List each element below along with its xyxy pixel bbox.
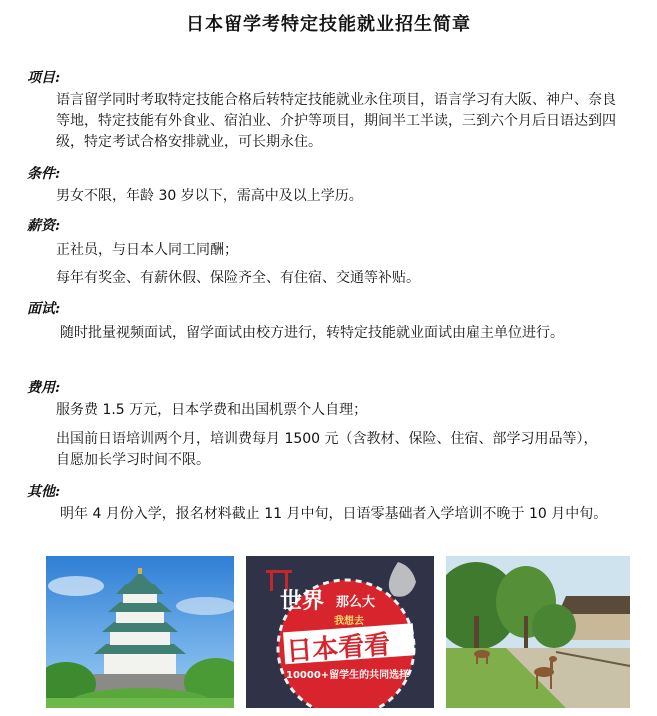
poster-line2: 我想去 xyxy=(334,616,364,627)
section-heading-project: 项目: xyxy=(27,70,61,86)
poster-line4: 10000+留学生的共同选择 xyxy=(286,670,410,681)
fees-text-2: 出国前日语培训两个月，培训费每月 1500 元（含教材、保险、住宿、部学习用品等），自愿加长学习时间不限。 xyxy=(56,431,598,468)
requirements-text: 男女不限，年龄 30 岁以下，需高中及以上学历。 xyxy=(56,188,363,204)
poster-line1-a: 世界 xyxy=(280,589,325,614)
section-heading-salary: 薪资: xyxy=(27,218,61,234)
section-heading-requirements: 条件: xyxy=(27,166,61,182)
project-text: 语言留学同时考取特定技能合格后转特定技能就业永住项目，语言学习有大阪、神户、奈良等地，特定技能有外食业、宿泊业、介护等项目，期间半工半读，三到六个月后日语达到四级，特定考试合格安排就业，可长期永住。 xyxy=(56,92,616,150)
section-heading-other: 其他: xyxy=(27,484,61,500)
poster-line3: 日本看看 xyxy=(285,629,392,668)
section-heading-interview: 面试: xyxy=(27,301,61,317)
fees-text-1: 服务费 1.5 万元，日本学费和出国机票个人自理； xyxy=(56,402,368,418)
page-title: 日本留学考特定技能就业招生简章 xyxy=(186,14,471,35)
nara-deer-park-photo xyxy=(446,556,630,708)
osaka-castle-photo xyxy=(46,556,234,708)
section-heading-fees: 费用: xyxy=(27,380,61,396)
poster-image xyxy=(246,556,434,708)
salary-text-1: 正社员，与日本人同工同酬； xyxy=(56,242,238,258)
poster-line1-b: 那么大 xyxy=(336,595,376,610)
interview-text: 随时批量视频面试，留学面试由校方进行，转特定技能就业面试由雇主单位进行。 xyxy=(60,325,564,341)
other-text: 明年 4 月份入学，报名材料截止 11 月中旬，日语零基础者入学培训不晚于 10 月中旬。 xyxy=(60,506,608,522)
salary-text-2: 每年有奖金、有薪休假、保险齐全、有住宿、交通等补贴。 xyxy=(56,270,420,286)
